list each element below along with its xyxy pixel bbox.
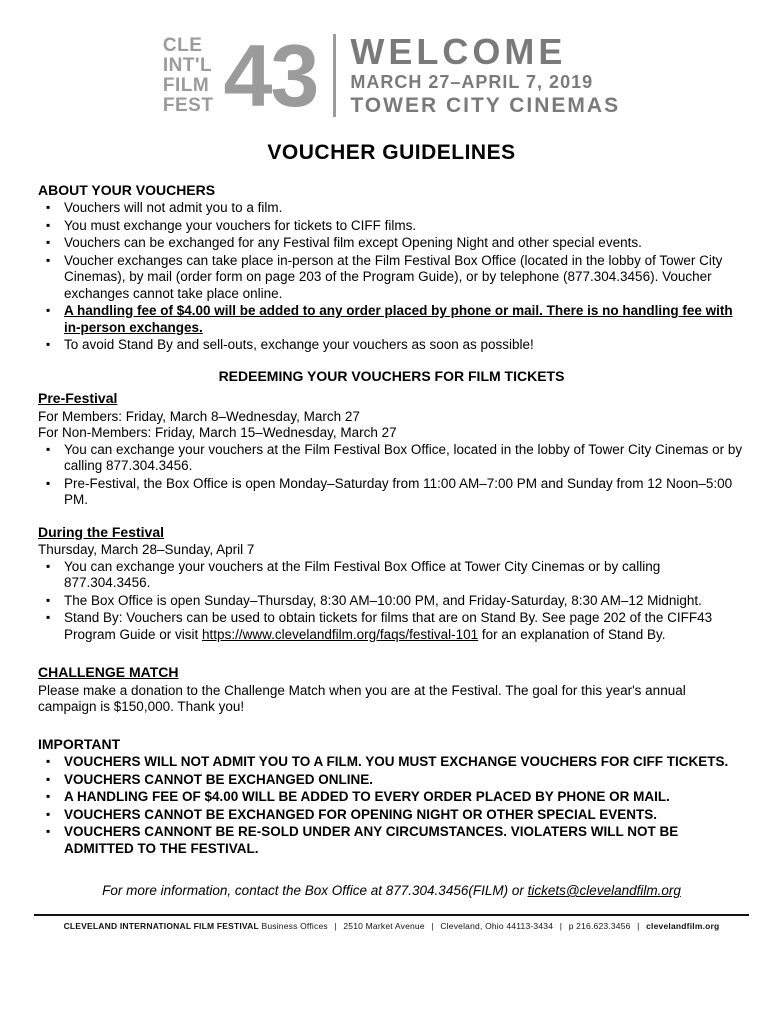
footer-phone: p 216.623.3456 bbox=[568, 920, 631, 931]
logo-line-fest: FEST bbox=[162, 95, 214, 116]
list-item: ▪ Vouchers will not admit you to a film. bbox=[38, 200, 745, 217]
list-item: ▪ Pre-Festival, the Box Office is open Monday–Saturday from 11:00 AM–7:00 PM and Sunday from 12 Noon–5:00 PM. bbox=[38, 476, 745, 509]
festival-venue: TOWER CITY CINEMAS bbox=[350, 94, 621, 117]
during-festival-bullet-list bbox=[38, 559, 745, 644]
about-bullet-list bbox=[38, 200, 745, 354]
footer-separator-2: | bbox=[431, 920, 434, 931]
footer-separator-4: | bbox=[637, 920, 640, 931]
section-heading-during-festival: During the Festival bbox=[38, 523, 165, 540]
list-item: ▪ To avoid Stand By and sell-outs, exchange your vouchers as soon as possible! bbox=[38, 337, 745, 354]
festival-101-link[interactable]: https://www.clevelandfilm.org/faqs/festival-101 bbox=[202, 626, 479, 642]
festival-logo-header bbox=[0, 0, 783, 123]
welcome-block bbox=[333, 31, 621, 117]
list-item: ▪ A HANDLING FEE OF $4.00 WILL BE ADDED TO EVERY ORDER PLACED BY PHONE OR MAIL. bbox=[38, 789, 745, 806]
list-item: ▪ Voucher exchanges can take place in-person at the Film Festival Box Office (located in the lobby of Tower City Cinemas), by mail (order form on page 203 of the Program Guide), or by telephone (877.304.3456). Voucher exchanges cannot take place online. bbox=[38, 253, 745, 303]
list-item: ▪ VOUCHERS CANNOT BE EXCHANGED FOR OPENING NIGHT OR OTHER SPECIAL EVENTS. bbox=[38, 807, 745, 824]
section-heading-pre-festival: Pre-Festival bbox=[38, 390, 118, 406]
list-item: ▪ Vouchers can be exchanged for any Festival film except Opening Night and other special events. bbox=[38, 235, 745, 252]
logo-line-cle: CLE bbox=[162, 35, 203, 56]
important-bullet-list bbox=[38, 754, 745, 857]
challenge-match-body: Please make a donation to the Challenge Match when you are at the Festival. The goal for this year's annual campaign is $150,000. Thank you! bbox=[38, 682, 686, 714]
list-item: ▪ You can exchange your vouchers at the Film Festival Box Office at Tower City Cinemas or by calling 877.304.3456. bbox=[38, 559, 745, 592]
festival-dates: MARCH 27–APRIL 7, 2019 bbox=[350, 72, 594, 92]
document-content bbox=[0, 141, 783, 900]
closing-contact-line bbox=[38, 883, 745, 900]
list-item: ▪ VOUCHERS CANNOT BE EXCHANGED ONLINE. bbox=[38, 772, 745, 789]
standby-text-prefix: Stand By: Vouchers can be used to obtain tickets for films that are on Stand By. See page 202 of the CIFF43 Program Guide or visit bbox=[64, 610, 713, 642]
pre-festival-members-dates: For Members: Friday, March 8–Wednesday, March 27 bbox=[38, 408, 360, 424]
pre-festival-nonmembers-dates: For Non-Members: Friday, March 15–Wednesday, March 27 bbox=[38, 425, 397, 440]
list-item-standby bbox=[38, 610, 745, 643]
footer-separator-3: | bbox=[559, 920, 563, 931]
section-heading-challenge-match: CHALLENGE MATCH bbox=[38, 664, 179, 680]
page-title: VOUCHER GUIDELINES bbox=[267, 141, 516, 164]
footer-address: 2510 Market Avenue bbox=[343, 920, 425, 931]
section-heading-about: ABOUT YOUR VOUCHERS bbox=[38, 181, 216, 198]
logo-wrap bbox=[162, 25, 621, 125]
section-heading-important: IMPORTANT bbox=[38, 735, 121, 752]
list-item-handling-fee: ▪ A handling fee of $4.00 will be added to any order placed by phone or mail. There is no handling fee with in-person exchanges. bbox=[38, 303, 745, 336]
footer-website: clevelandfilm.org bbox=[646, 920, 720, 931]
list-item: ▪ You can exchange your vouchers at the Film Festival Box Office, located in the lobby of Tower City Cinemas or by calling 877.304.3456. bbox=[38, 442, 745, 475]
pre-festival-bullet-list bbox=[38, 442, 745, 509]
tickets-email-link[interactable]: tickets@clevelandfilm.org bbox=[527, 883, 681, 898]
section-heading-redeeming: REDEEMING YOUR VOUCHERS FOR FILM TICKETS bbox=[218, 367, 565, 384]
logo-line-intl: INT'L bbox=[162, 55, 213, 76]
footer-separator-1: | bbox=[334, 920, 337, 931]
page-footer bbox=[34, 914, 749, 931]
standby-text-suffix: for an explanation of Stand By. bbox=[478, 626, 666, 642]
edition-number: 43 bbox=[223, 25, 318, 125]
footer-organization: CLEVELAND INTERNATIONAL FILM FESTIVAL bbox=[63, 920, 259, 931]
list-item: ▪ VOUCHERS CANNONT BE RE-SOLD UNDER ANY CIRCUMSTANCES. VIOLATERS WILL NOT BE ADMITTED TO THE FESTIVAL. bbox=[38, 824, 745, 857]
during-festival-dates: Thursday, March 28–Sunday, April 7 bbox=[38, 542, 255, 557]
welcome-text: WELCOME bbox=[350, 31, 567, 72]
logo-line-film: FILM bbox=[162, 75, 210, 96]
closing-prefix: For more information, contact the Box Office at 877.304.3456(FILM) or bbox=[102, 883, 528, 898]
list-item: ▪ You must exchange your vouchers for tickets to CIFF films. bbox=[38, 218, 745, 235]
footer-city-state-zip: Cleveland, Ohio 44113-3434 bbox=[440, 920, 554, 931]
list-item: ▪ The Box Office is open Sunday–Thursday, 8:30 AM–10:00 PM, and Friday-Saturday, 8:30 AM–12 Midnight. bbox=[38, 593, 745, 610]
list-item: ▪ VOUCHERS WILL NOT ADMIT YOU TO A FILM. YOU MUST EXCHANGE VOUCHERS FOR CIFF TICKETS. bbox=[38, 754, 745, 771]
footer-offices-label: Business Offices bbox=[261, 920, 328, 931]
ciff-wordmark bbox=[163, 37, 214, 114]
